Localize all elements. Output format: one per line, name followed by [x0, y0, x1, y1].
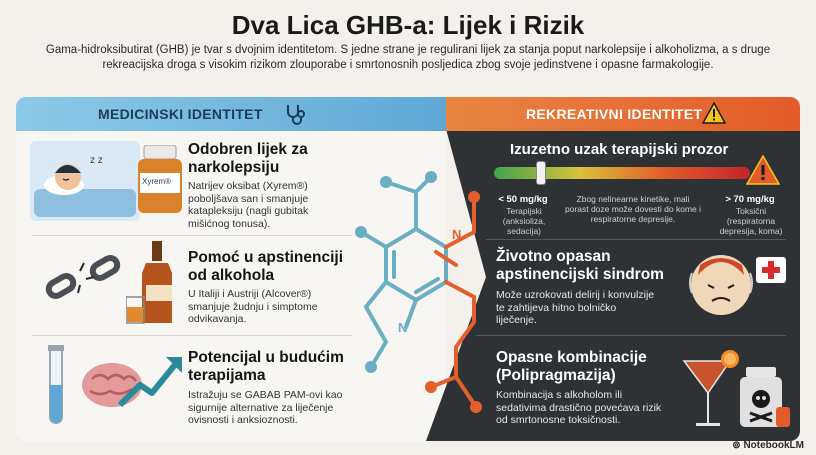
item-title-combinations: Opasne kombinacije (Polipragmazija) — [496, 349, 647, 384]
first-aid-icon — [756, 257, 786, 283]
trend-arrow-icon — [116, 351, 186, 411]
item-title-alcohol: Pomoć u apstinenciji od alkohola — [188, 249, 344, 284]
window-title: Izuzetno uzak terapijski prozor — [510, 141, 729, 158]
dose-scale-bar — [494, 167, 750, 179]
right-divider-1 — [486, 239, 786, 240]
brand-label — [732, 440, 804, 451]
stethoscope-icon — [284, 103, 308, 125]
right-divider-2 — [476, 335, 786, 336]
dose-slider-marker — [536, 161, 546, 185]
bottle-label: Xyrem® — [142, 177, 172, 186]
dose-high-label: > 70 mg/kg — [725, 194, 775, 205]
medical-heading: MEDICINSKI IDENTITET — [98, 106, 263, 122]
item-body-withdrawal: Može uzrokovati delirij i konvulzije te zahtijeva hitno bolničko liječenje. — [496, 289, 655, 326]
distressed-person-icon — [688, 253, 754, 319]
test-tube-icon — [44, 345, 68, 429]
item-title-withdrawal: Životno opasan apstinencijski sindrom — [496, 248, 664, 283]
dose-high-description: Toksični (respiratorna depresija, koma) — [719, 206, 783, 236]
item-body-narcolepsy: Natrijev oksibat (Xyrem®) poboljšava san i smanjuje katapleksiju (nagli gubitak mišićnog tonusa). — [188, 180, 309, 230]
molecule-diagram — [346, 137, 496, 437]
molecule-atom-n-2: N — [398, 320, 408, 335]
page-subtitle: Gama-hidroksibutirat (GHB) je tvar s dvojnim identitetom. S jedne strane je regulirani lijek za stanja poput narkolepsije i alkoholizma, a s druge rekreacijska droga s visokim rizikom zlouporabe i smrtonosnih posljedica zbog svoje jedinstvene i opasne farmakologije. — [45, 44, 771, 71]
svg-text:z z: z z — [90, 155, 103, 166]
divider-2 — [32, 335, 352, 336]
cocktail-icon — [680, 347, 740, 431]
page-title: Dva Lica GHB-a: Lijek i Rizik — [231, 10, 585, 40]
warning-icon — [746, 155, 780, 185]
brand-mark: ⊚ — [732, 440, 744, 451]
item-title-narcolepsy: Odobren lijek za narkolepsiju — [188, 141, 308, 176]
item-body-future: Istražuju se GABAB PAM-ovi kao sigurnije alternative za liječenje ovisnosti i anksioznosti. — [188, 389, 343, 426]
item-body-combinations: Kombinacija s alkoholom ili sedativima drastično povećava rizik od smrtonosne toksičnosti. — [496, 389, 662, 426]
comparison-panel — [16, 97, 800, 441]
divider-1 — [32, 235, 352, 236]
sleeping-person-icon — [30, 141, 140, 221]
molecule-atom-n-1: N — [452, 227, 462, 242]
broken-chain-icon — [44, 249, 124, 309]
item-title-future: Potencijal u budućim terapijama — [188, 349, 344, 384]
dose-mid-description: Zbog nelinearne kinetike, mali porast doze može dovesti do kome i respiratorne depresije. — [564, 194, 702, 224]
recreational-heading: REKREATIVNI IDENTITET — [526, 106, 703, 122]
skull-bottle-icon — [736, 367, 792, 429]
liquor-bottle-icon — [126, 241, 186, 325]
dose-low-label: < 50 mg/kg — [498, 194, 548, 205]
brand-text: NotebookLM — [743, 440, 804, 451]
item-body-alcohol: U Italiji i Austriji (Alcover®) smanjuje žudnju i simptome odvikavanja. — [188, 288, 318, 325]
dose-low-description: Terapijski (anksioliza, sedacija) — [502, 206, 546, 236]
warning-icon — [702, 102, 726, 124]
